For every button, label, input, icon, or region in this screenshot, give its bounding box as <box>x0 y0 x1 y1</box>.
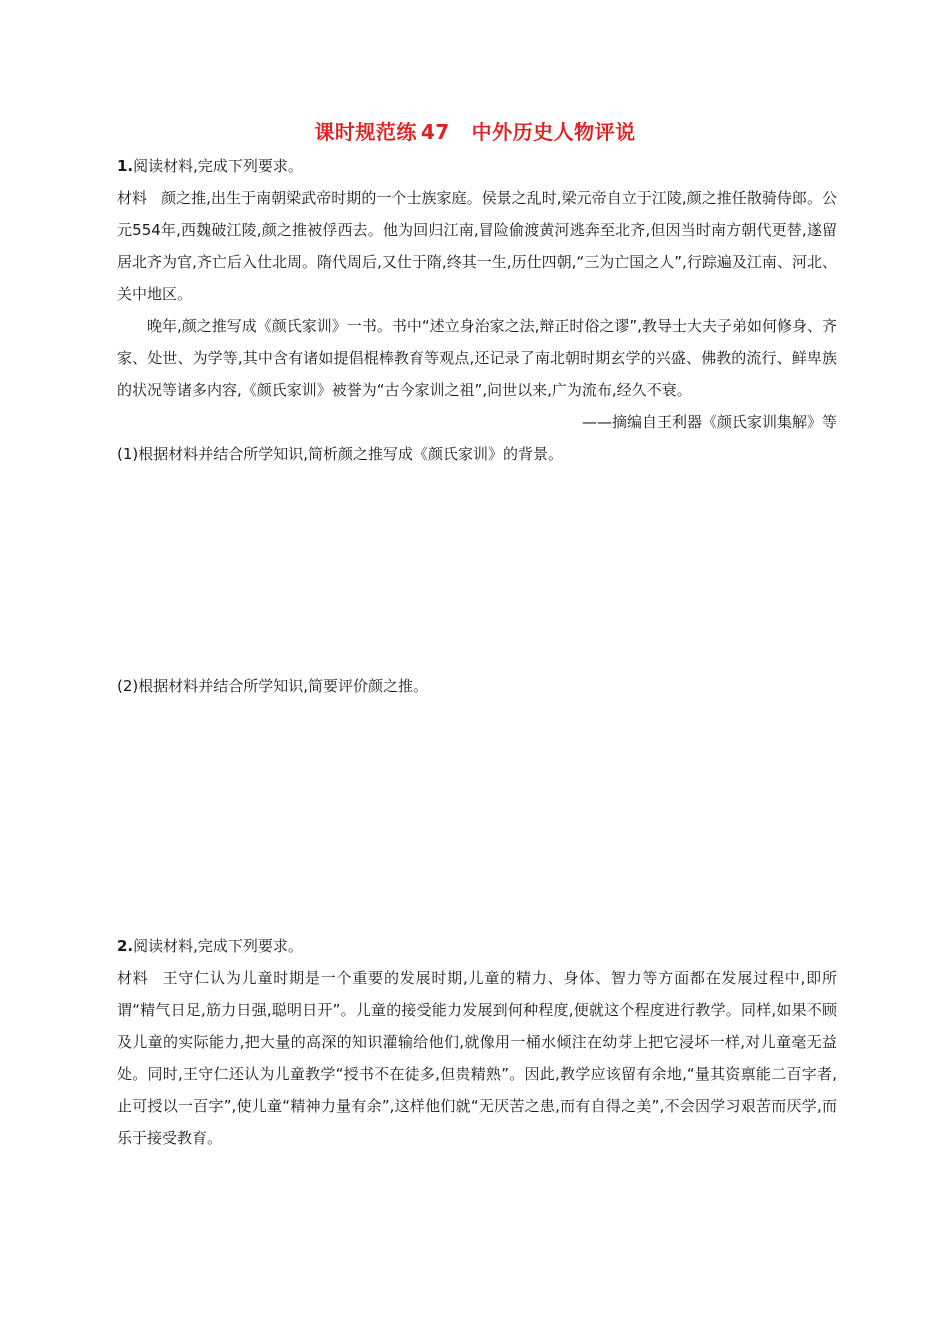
question-1 <box>117 150 837 470</box>
question-1-instruction: 阅读材料,完成下列要求。 <box>133 157 303 175</box>
title-subject: 中外历史人物评说 <box>471 120 636 144</box>
title-text: 课时规范练 <box>314 120 417 144</box>
material-label: 材料 <box>117 969 149 987</box>
question-2-material-para1 <box>117 962 837 1154</box>
sub-question-2: (2)根据材料并结合所学知识,简要评价颜之推。 <box>117 677 429 695</box>
page-title <box>95 116 855 145</box>
question-2 <box>117 930 837 1154</box>
question-1-number: 1. <box>117 157 134 175</box>
question-2-header <box>117 930 837 962</box>
material-text-1: 颜之推,出生于南朝梁武帝时期的一个士族家庭。侯景之乱时,梁元帝自立于江陵,颜之推任散骑侍郎。公元554年,西魏破江陵,颜之推被俘西去。他为回归江南,冒险偷渡黄河逃奔至北齐,但因当时南方朝代更替,遂留居北齐为官,齐亡后入仕北周。隋代周后,又仕于隋,终其一生,历仕四朝,“三为亡国之人”,行踪遍及江南、河北、关中地区。 <box>117 189 837 303</box>
title-number: 47 <box>420 120 450 144</box>
sub-question-2-block <box>117 670 837 702</box>
question-2-instruction: 阅读材料,完成下列要求。 <box>133 937 303 955</box>
sub-question-1: (1)根据材料并结合所学知识,简析颜之推写成《颜氏家训》的背景。 <box>117 445 564 463</box>
question-1-material-para2: 晚年,颜之推写成《颜氏家训》一书。书中“述立身治家之法,辩正时俗之谬”,教导士大夫子弟如何修身、齐家、处世、为学等,其中含有诸如提倡棍棒教育等观点,还记录了南北朝时期玄学的兴盛、佛教的流行、鲜卑族的状况等诸多内容,《颜氏家训》被誉为“古今家训之祖”,问世以来,广为流布,经久不衰。 <box>117 317 837 399</box>
material-text-2: 王守仁认为儿童时期是一个重要的发展时期,儿童的精力、身体、智力等方面都在发展过程中,即所谓“精气日足,筋力日强,聪明日开”。儿童的接受能力发展到何种程度,便就这个程度进行教学。同样,如果不顾及儿童的实际能力,把大量的高深的知识灌输给他们,就像用一桶水倾注在幼芽上把它浸坏一样,对儿童毫无益处。同时,王守仁还认为儿童教学“授书不在徒多,但贵精熟”。因此,教学应该留有余地,“量其资禀能二百字者,止可授以一百字”,使儿童“精神力量有余”,这样他们就“无厌苦之患,而有自得之美”,不会因学习艰苦而厌学,而乐于接受教育。 <box>117 969 837 1147</box>
question-1-material-para1 <box>117 182 837 310</box>
material-source: ——摘编自王利器《颜氏家训集解》等 <box>581 413 837 431</box>
question-1-header <box>117 150 837 182</box>
question-2-number: 2. <box>117 937 134 955</box>
material-label: 材料 <box>117 189 148 207</box>
